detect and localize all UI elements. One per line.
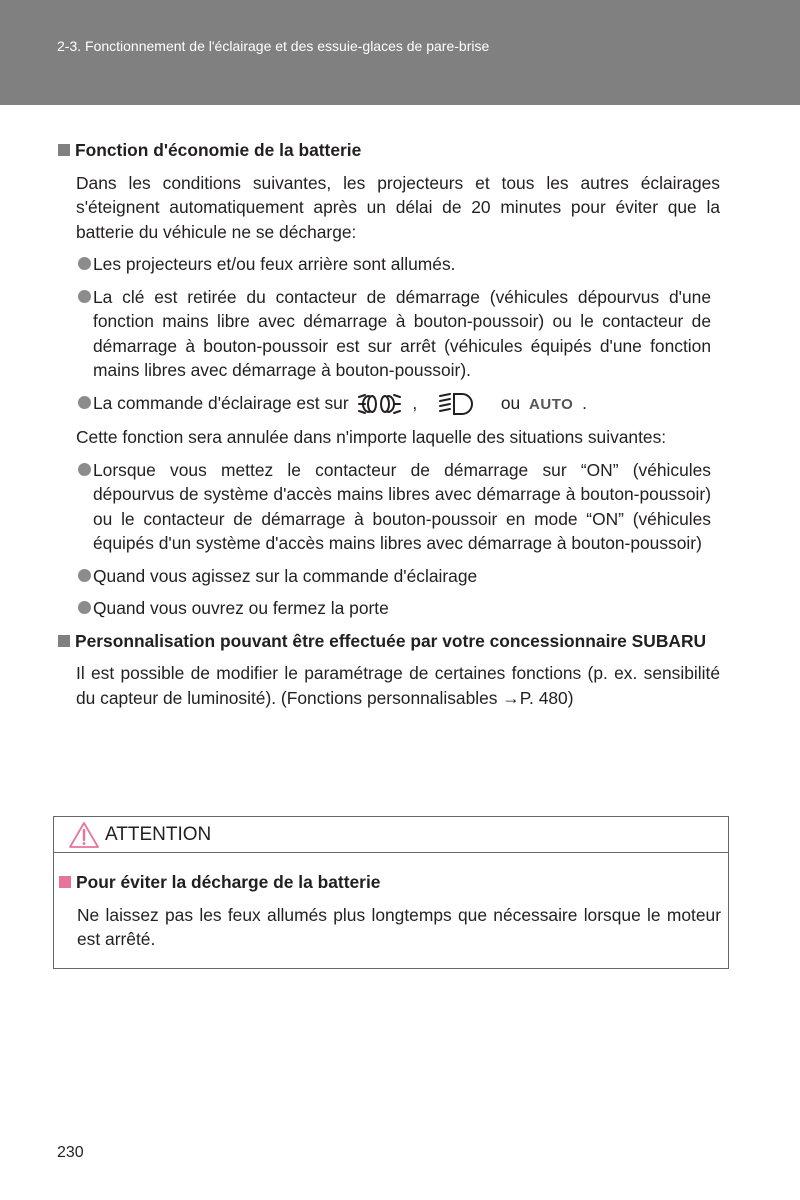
list-item bbox=[76, 458, 711, 556]
section-title-battery-saver bbox=[57, 138, 720, 163]
main-content bbox=[57, 138, 720, 718]
list-item-text: Quand vous ouvrez ou fermez la porte bbox=[93, 598, 389, 618]
attention-body bbox=[58, 870, 721, 960]
page-header bbox=[0, 0, 800, 105]
list-item-text: La clé est retirée du contacteur de démarrage (véhicules dépourvus d'une fonction mains libre avec démarrage à bouton-poussoir) ou le contacteur de démarrage à bouton-poussoir est sur arrêt (véhicules équipés d'une fonction mains libres avec démarrage à bouton-poussoir). bbox=[93, 286, 711, 380]
section-square-icon bbox=[58, 635, 70, 647]
auto-label: AUTO bbox=[529, 395, 574, 413]
bullet-dot-icon bbox=[78, 463, 91, 476]
or-text: ou bbox=[500, 392, 521, 413]
attention-title-text: Pour éviter la décharge de la batterie bbox=[76, 872, 381, 892]
list-item-text: Les projecteurs et/ou feux arrière sont allumés. bbox=[93, 254, 456, 274]
attention-box bbox=[53, 816, 729, 969]
chapter-title: 2-3. Fonctionnement de l'éclairage et des essuie-glaces de pare-brise bbox=[57, 38, 490, 54]
bullet-dot-icon bbox=[78, 290, 91, 303]
bullet-dot-icon bbox=[78, 601, 91, 614]
attention-text: Ne laissez pas les feux allumés plus longtemps que nécessaire lorsque le moteur est arrêté. bbox=[77, 904, 721, 949]
tail-lights-icon bbox=[357, 391, 403, 417]
condition-list bbox=[76, 252, 720, 417]
section-square-icon bbox=[59, 876, 71, 888]
bullet-dot-icon bbox=[78, 396, 91, 409]
separator-comma: , bbox=[412, 392, 418, 413]
list-item-text: Lorsque vous mettez le contacteur de démarrage sur “ON” (véhicules dépourvus de système d'accès mains libres avec démarrage à bouton-poussoir) ou le contacteur de démarrage à bouton-poussoir en mode “ON” (véhicules équipés d'un système d'accès mains libres avec démarrage à bouton-poussoir) bbox=[93, 459, 711, 553]
list-item bbox=[76, 252, 711, 277]
list-item bbox=[76, 596, 711, 621]
period: . bbox=[582, 392, 587, 413]
section-square-icon bbox=[58, 144, 70, 156]
list-item-text: Quand vous agissez sur la commande d'éclairage bbox=[93, 565, 478, 586]
list-item-light-switch bbox=[76, 391, 711, 418]
cancel-list bbox=[76, 458, 720, 621]
bullet-dot-icon bbox=[78, 569, 91, 582]
attention-header bbox=[54, 817, 728, 853]
section-title-text: Fonction d'économie de la batterie bbox=[75, 140, 362, 160]
list-item bbox=[76, 564, 711, 589]
cancel-intro: Cette fonction sera annulée dans n'importe laquelle des situations suivantes: bbox=[76, 427, 667, 447]
bullet-dot-icon bbox=[78, 257, 91, 270]
warning-triangle-icon bbox=[68, 821, 100, 849]
section-intro: Dans les conditions suivantes, les projecteurs et tous les autres éclairages s'éteignent automatiquement après un délai de 20 minutes pour éviter que la batterie du véhicule ne se décharge: bbox=[76, 172, 720, 242]
attention-label: ATTENTION bbox=[105, 824, 212, 845]
list-item bbox=[76, 285, 711, 383]
section-title-customization bbox=[57, 629, 720, 654]
attention-title bbox=[58, 870, 721, 895]
page-number: 230 bbox=[57, 1144, 84, 1161]
customization-text: Il est possible de modifier le paramétrage de certaines fonctions (p. ex. sensibilité du capteur de luminosité). (Fonctions personnalisables →P. 480) bbox=[76, 663, 720, 708]
headlights-icon bbox=[436, 391, 480, 417]
section-title-text: Personnalisation pouvant être effectuée par votre concessionnaire SUBARU bbox=[75, 630, 707, 651]
list-item-text: La commande d'éclairage est sur bbox=[93, 392, 349, 413]
